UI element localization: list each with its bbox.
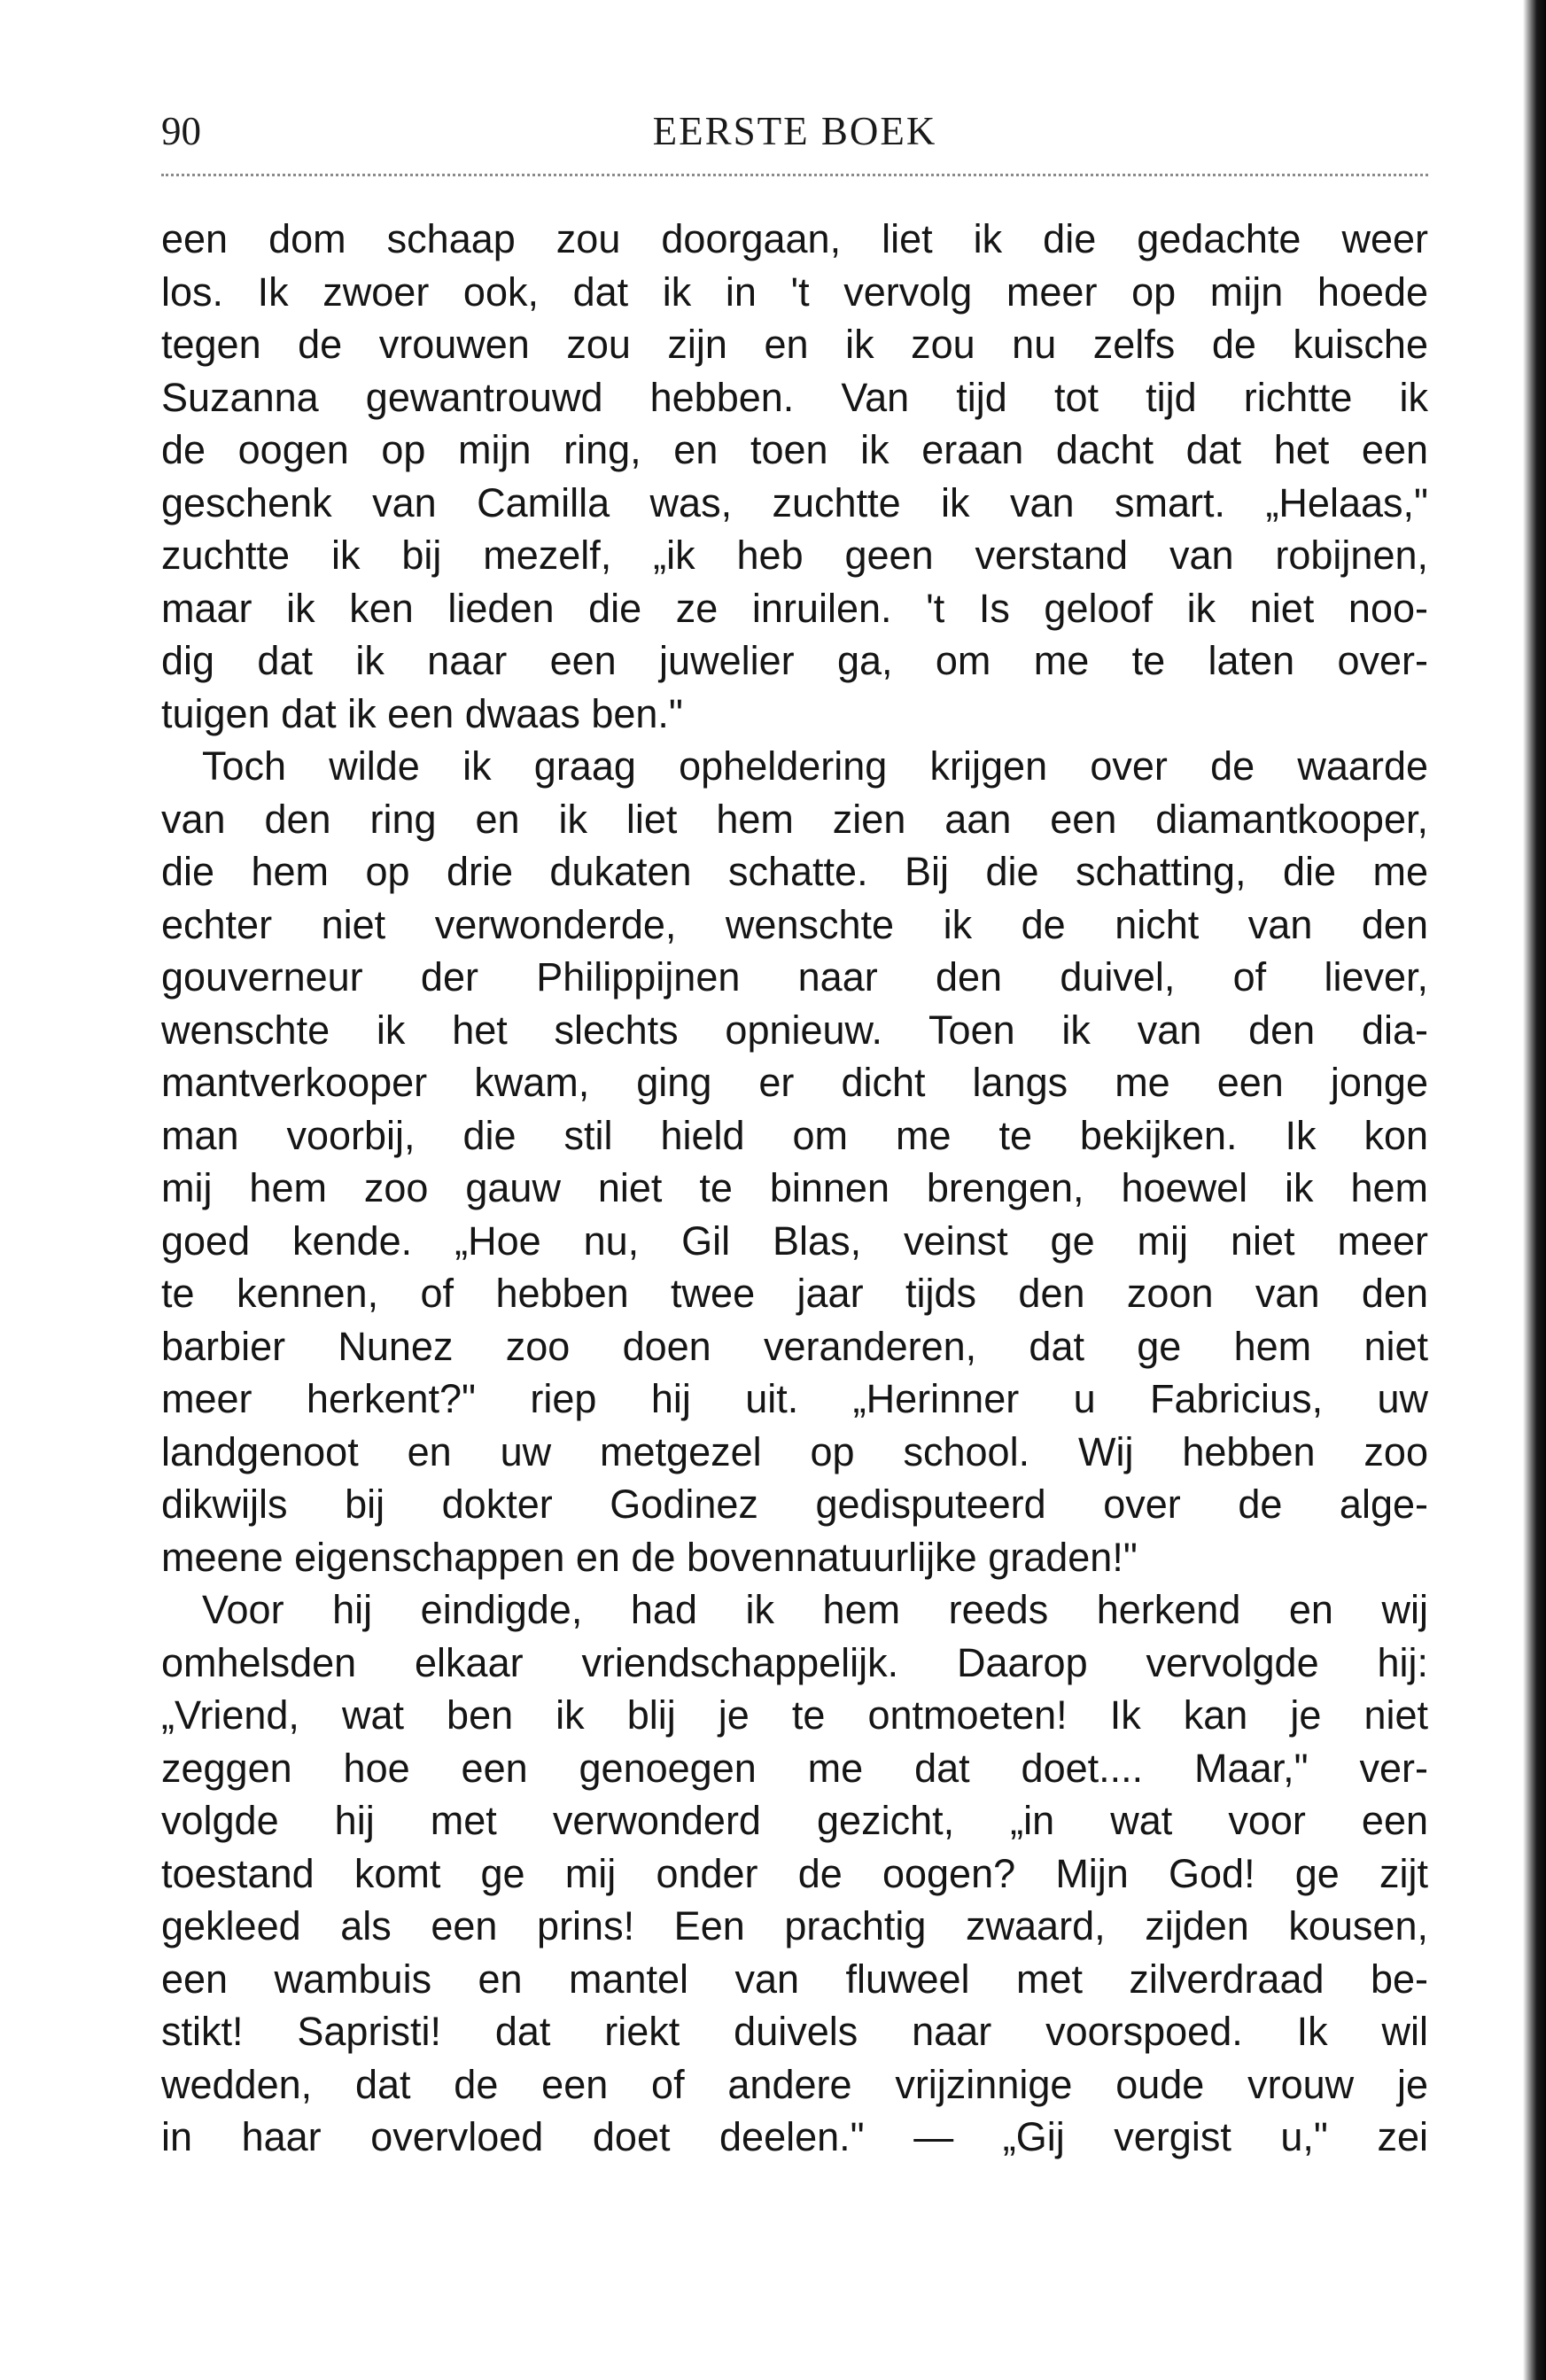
text-line: omhelsden elkaar vriendschappelijk. Daarop vervolgde hij:	[161, 1639, 1428, 1685]
text-line: die hem op drie dukaten schatte. Bij die schatting, die me	[161, 849, 1428, 894]
text-line: tuigen dat ik een dwaas ben."	[161, 690, 683, 736]
text-line: een dom schaap zou doorgaan, liet ik die gedachte weer	[161, 216, 1428, 261]
text-line: Suzanna gewantrouwd hebben. Van tijd tot tijd richtte ik	[161, 374, 1428, 420]
text-line: tegen de vrouwen zou zijn en ik zou nu zelfs de kuische	[161, 322, 1428, 367]
text-line: man voorbij, die stil hield om me te bekijken. Ik kon	[161, 1112, 1428, 1158]
text-line: mij hem zoo gauw niet te binnen brengen, hoewel ik hem	[161, 1165, 1428, 1210]
text-line: goed kende. „Hoe nu, Gil Blas, veinst ge mij niet meer	[161, 1217, 1428, 1264]
text-line: dikwijls bij dokter Godinez gedisputeerd over de alge-	[161, 1482, 1428, 1527]
page-number: 90	[161, 109, 201, 153]
text-line: zuchtte ik bij mezelf, „ik heb geen verstand van robijnen,	[161, 533, 1428, 578]
running-head	[161, 105, 1428, 158]
text-line: wenschte ik het slechts opnieuw. Toen ik van den dia-	[161, 1007, 1428, 1053]
text-line: los. Ik zwoer ook, dat ik in 't vervolg meer op mijn hoede	[161, 268, 1428, 315]
page-spine-shadow	[1523, 0, 1546, 2380]
text-line: barbier Nunez zoo doen veranderen, dat ge hem niet	[161, 1323, 1428, 1369]
text-line: stikt! Sapristi! dat riekt duivels naar voorspoed. Ik wil	[161, 2009, 1428, 2054]
text-line: Voor hij eindigde, had ik hem reeds herkend en wij	[202, 1587, 1428, 1632]
text-line: volgde hij met verwonderd gezicht, „in wat voor een	[161, 1798, 1428, 1843]
text-line: meer herkent?" riep hij uit. „Herinner u Fabricius, uw	[161, 1376, 1428, 1421]
text-line: „Vriend, wat ben ik blij je te ontmoeten! Ik kan je niet	[161, 1692, 1428, 1738]
text-line: zeggen hoe een genoegen me dat doet.... Maar," ver-	[161, 1745, 1428, 1791]
text-line: echter niet verwonderde, wenschte ik de nicht van den	[161, 901, 1428, 947]
text-line: van den ring en ik liet hem zien aan een diamantkooper,	[161, 796, 1428, 842]
text-line: gekleed als een prins! Een prachtig zwaard, zijden kousen,	[161, 1903, 1428, 1948]
book-title: EERSTE BOEK	[652, 109, 937, 153]
text-line: landgenoot en uw metgezel op school. Wij hebben zoo	[161, 1428, 1428, 1474]
text-line: mantverkooper kwam, ging er dicht langs me een jonge	[161, 1060, 1428, 1105]
text-line: maar ik ken lieden die ze inruilen. 't Is geloof ik niet noo-	[161, 585, 1428, 631]
text-line: een wambuis en mantel van fluweel met zilverdraad be-	[161, 1956, 1428, 2002]
text-line: gouverneur der Philippijnen naar den duivel, of liever,	[161, 954, 1428, 999]
text-line: geschenk van Camilla was, zuchtte ik van smart. „Helaas,"	[161, 479, 1428, 525]
text-line: in haar overvloed doet deelen." — „Gij vergist u," zei	[161, 2114, 1428, 2159]
text-line: Toch wilde ik graag opheldering krijgen over de waarde	[202, 743, 1428, 789]
header-rule	[161, 174, 1428, 176]
text-line: de oogen op mijn ring, en toen ik eraan dacht dat het een	[161, 427, 1428, 472]
body-text	[161, 213, 1428, 2164]
text-line: toestand komt ge mij onder de oogen? Mijn God! ge zijt	[161, 1850, 1428, 1896]
text-line: te kennen, of hebben twee jaar tijds den zoon van den	[161, 1271, 1428, 1316]
text-line: dig dat ik naar een juwelier ga, om me te laten over-	[161, 638, 1428, 683]
text-line: meene eigenschappen en de bovennatuurlijke graden!"	[161, 1534, 1138, 1580]
text-line: wedden, dat de een of andere vrijzinnige oude vrouw je	[161, 2061, 1428, 2107]
